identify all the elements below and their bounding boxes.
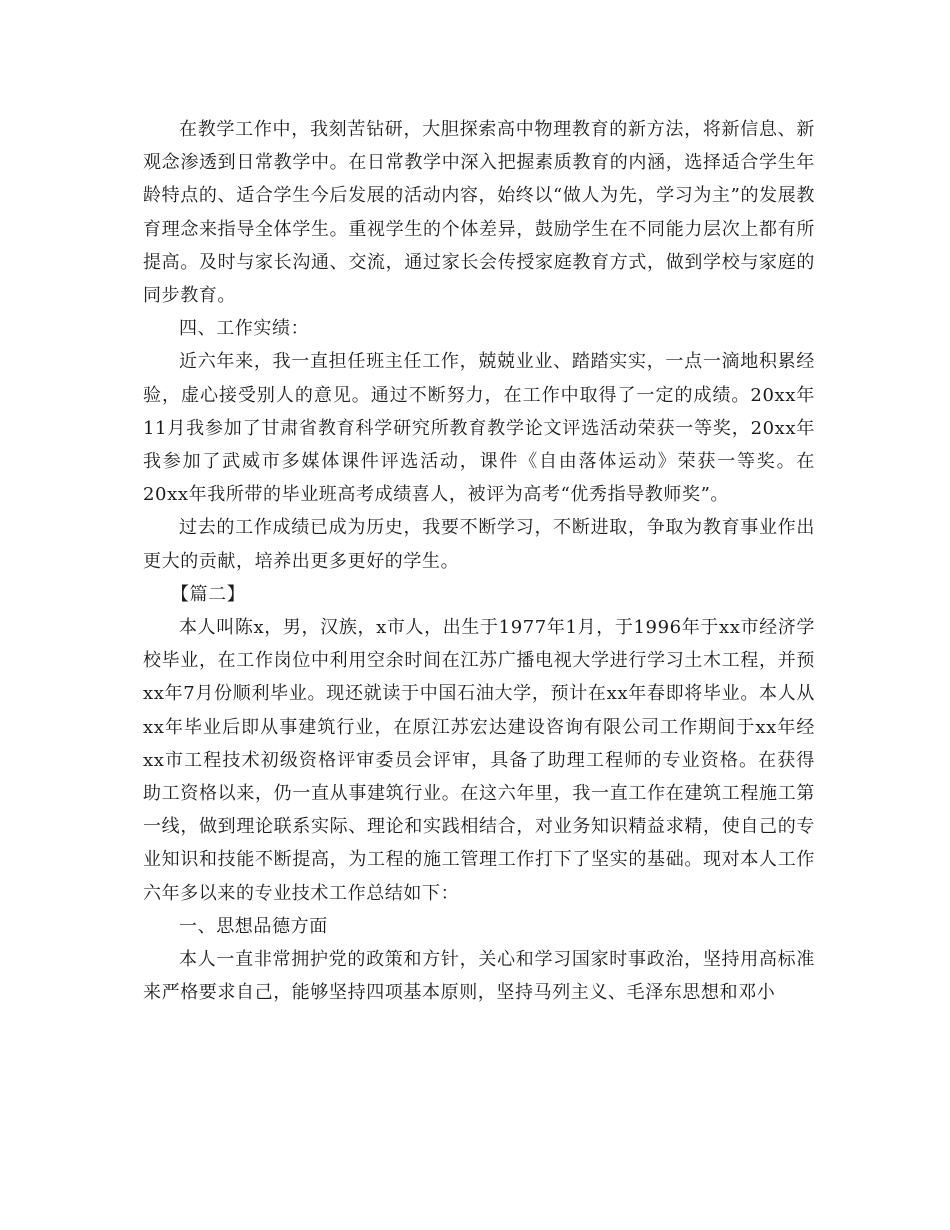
section-title-part-two: 【篇二】 — [170, 583, 246, 605]
paragraph-personal-background: 本人叫陈x，男，汉族，x市人，出生于1977年1月，于1996年于xx市经济学校毕业，在工作岗位中利用空余时间在江苏广播电视大学进行学习土木工程，并预xx年7月份顺利毕业。现还就读于中国石油大学，预计在xx年春即将毕业。本人从xx年毕业后即从事建筑行业，在原江苏宏达建设咨询有限公司工作期间于xx年经xx市工程技术初级资格评审委员会评审，具备了助理工程师的专业资格。在获得助工资格以来，仍一直从事建筑行业。在这六年里，我一直工作在建筑工程施工第一线，做到理论联系实际、理论和实践相结合，对业务知识精益求精，使自己的专业知识和技能不断提高，为工程的施工管理工作打下了坚实的基础。现对本人工作六年多以来的专业技术工作总结如下： — [143, 617, 815, 904]
heading-ideology-morality: 一、思想品德方面 — [179, 915, 328, 937]
heading-work-achievements: 四、工作实绩： — [179, 318, 310, 340]
paragraph-future-goals: 过去的工作成绩已成为历史，我要不断学习，不断进取，争取为教育事业作出更大的贡献，培养出更多更好的学生。 — [143, 517, 815, 572]
paragraph-teaching-methods: 在教学工作中，我刻苦钻研，大胆探索高中物理教育的新方法，将新信息、新观念渗透到日常教学中。在日常教学中深入把握素质教育的内涵，选择适合学生年龄特点的、适合学生今后发展的活动内容，始终以“做人为先，学习为主”的发展教育理念来指导全体学生。重视学生的个体差异，鼓励学生在不同能力层次上都有所提高。及时与家长沟通、交流，通过家长会传授家庭教育方式，做到学校与家庭的同步教育。 — [143, 119, 815, 307]
paragraph-achievements: 近六年来，我一直担任班主任工作，兢兢业业、踏踏实实，一点一滴地积累经验，虚心接受别人的意见。通过不断努力，在工作中取得了一定的成绩。20xx年11月我参加了甘肃省教育科学研究所教育教学论文评选活动荣获一等奖，20xx年我参加了武威市多媒体课件评选活动，课件《自由落体运动》荣获一等奖。在20xx年我所带的毕业班高考成绩喜人，被评为高考“优秀指导教师奖”。 — [143, 351, 815, 506]
document-body — [143, 113, 815, 1009]
paragraph-political-stance: 本人一直非常拥护党的政策和方针，关心和学习国家时事政治，坚持用高标准来严格要求自己，能够坚持四项基本原则，坚持马列主义、毛泽东思想和邓小 — [143, 949, 815, 1004]
